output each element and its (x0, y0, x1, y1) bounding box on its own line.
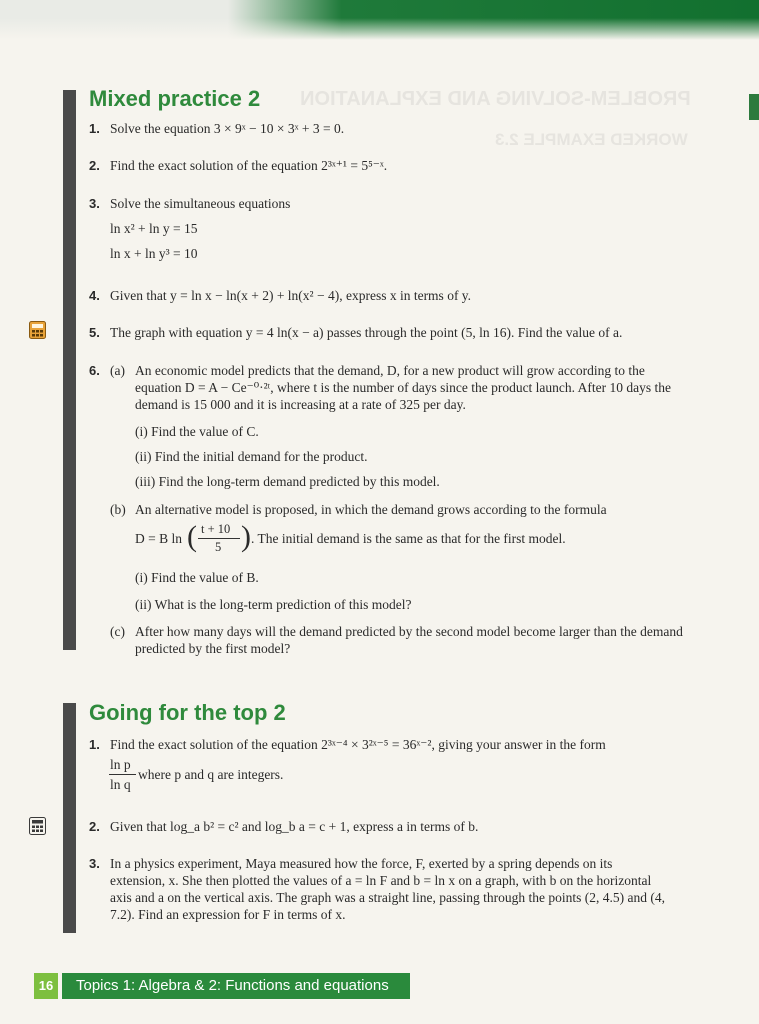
formula-denominator: 5 (215, 540, 222, 554)
part-label: (b) (110, 502, 126, 517)
page-number: 16 (34, 973, 58, 999)
bleed-through-text: WORKED EXAMPLE 2.3 (495, 130, 688, 149)
question-number: 2. (89, 158, 100, 173)
section-title-mixed-practice: Mixed practice 2 (89, 86, 261, 111)
question-text: Find the exact solution of the equation 2³ˣ⁻⁴ × 3²ˣ⁻⁵ = 36ˣ⁻², giving your answer in the form (110, 737, 606, 752)
formula-paren: ) (241, 520, 251, 553)
section-bar (63, 703, 76, 933)
footer-topic-bar: Topics 1: Algebra & 2: Functions and equations (62, 973, 410, 999)
section-bar (63, 90, 76, 650)
subpart-a-ii: (ii) Find the initial demand for the product. (135, 449, 368, 464)
question-text: Solve the simultaneous equations (110, 196, 291, 211)
equation-line: ln x + ln y³ = 10 (110, 246, 198, 261)
question-text: Given that log_a b² = c² and log_b a = c + 1, express a in terms of b. (110, 819, 479, 834)
equation-line: ln x² + ln y = 15 (110, 221, 198, 236)
formula-lhs: D = B ln (135, 531, 182, 546)
question-text: Find the exact solution of the equation 2³ˣ⁺¹ = 5⁵⁻ˣ. (110, 158, 388, 173)
part-b-text: An alternative model is proposed, in which the demand grows according to the formula (135, 502, 607, 517)
formula-numerator: t + 10 (201, 522, 231, 536)
part-c-text: After how many days will the demand predicted by the second model become larger than the demand predicted by the first model? (135, 624, 683, 656)
question-number: 6. (89, 363, 100, 378)
calculator-icon (29, 817, 46, 835)
question-6 (89, 362, 689, 656)
subpart-a-i: (i) Find the value of C. (135, 424, 259, 439)
question-number: 4. (89, 288, 100, 303)
part-a-text: An economic model predicts that the demand, D, for a new product will grow according to the equation D = A − Ce⁻⁰·²ᵗ, where t is the number of days since the product launch. After 10 days the demand is 15 000 and it is increasing at a rate of 325 per day. (135, 363, 672, 412)
question-number: 1. (89, 121, 100, 136)
fraction-numerator: ln p (110, 757, 131, 772)
section-title-going-for-the-top: Going for the top 2 (89, 700, 286, 725)
formula-paren: ( (187, 520, 197, 553)
fraction-rest: where p and q are integers. (138, 767, 284, 782)
formula-rest: . The initial demand is the same as that for the first model. (251, 531, 566, 546)
top-header-band (0, 0, 759, 40)
question-text: The graph with equation y = 4 ln(x − a) passes through the point (5, ln 16). Find the value of a. (110, 325, 623, 340)
question-3 (89, 195, 689, 265)
fraction-denominator: ln q (110, 777, 131, 792)
question-1 (89, 736, 689, 796)
calculator-warning-icon (29, 321, 46, 339)
subpart-a-iii: (iii) Find the long-term demand predicted by this model. (135, 474, 440, 489)
question-text: In a physics experiment, Maya measured how the force, F, exerted by a spring depends on its extension, x. She then plotted the values of a = ln F and b = ln x on a graph, with b on the horizontal axis and a on the vertical axis. The graph was a straight line, passing through the points (2, 4.5) and (4, 7.2). Find an expression for F in terms of x. (110, 856, 665, 922)
subpart-b-ii: (ii) What is the long-term prediction of this model? (135, 597, 412, 612)
question-text: Solve the equation 3 × 9ˣ − 10 × 3ˣ + 3 = 0. (110, 121, 345, 136)
right-edge-tab (749, 94, 759, 120)
question-text: Given that y = ln x − ln(x + 2) + ln(x² − 4), express x in terms of y. (110, 288, 472, 303)
question-number: 2. (89, 819, 100, 834)
formula-b (135, 522, 655, 556)
fraction-line (109, 774, 136, 775)
question-number: 3. (89, 196, 100, 211)
question-number: 1. (89, 737, 100, 752)
bleed-through-text: PROBLEM-SOLVING AND EXPLANATION (300, 88, 691, 110)
part-label: (a) (110, 363, 125, 378)
question-number: 3. (89, 856, 100, 871)
subpart-b-i: (i) Find the value of B. (135, 570, 259, 585)
question-number: 5. (89, 325, 100, 340)
part-label: (c) (110, 624, 125, 639)
